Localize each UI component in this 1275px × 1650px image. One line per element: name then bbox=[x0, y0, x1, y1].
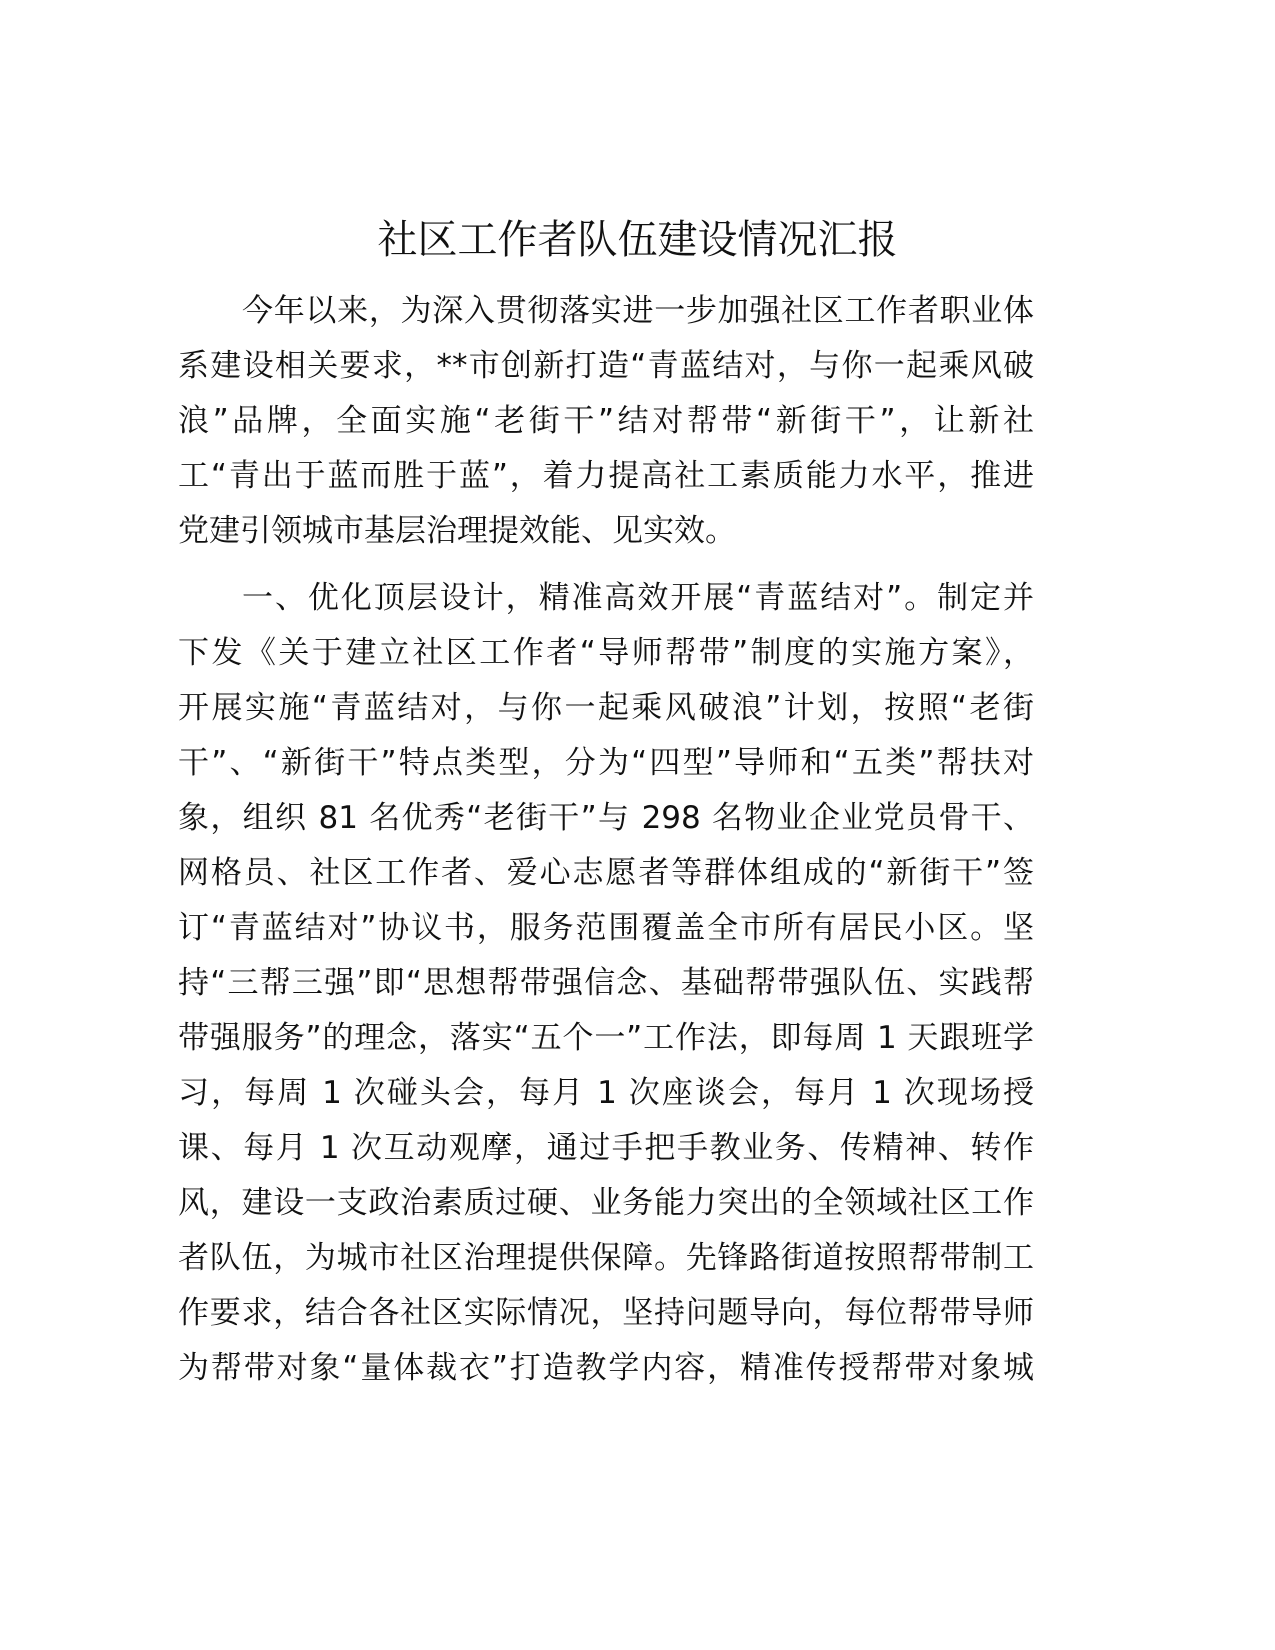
text-line: 浪”品牌，全面实施“老街干”结对帮带“新街干”，让新社 bbox=[178, 403, 1034, 439]
paragraph-section-one bbox=[178, 571, 1034, 1396]
text-line: 党建引领城市基层治理提效能、见实效。 bbox=[178, 513, 736, 549]
text-line: 订“青蓝结对”协议书，服务范围覆盖全市所有居民小区。坚 bbox=[178, 910, 1034, 946]
text-line: 系建设相关要求，**市创新打造“青蓝结对，与你一起乘风破 bbox=[178, 348, 1034, 384]
text-line: 开展实施“青蓝结对，与你一起乘风破浪”计划，按照“老街 bbox=[178, 690, 1034, 726]
document-title: 社区工作者队伍建设情况汇报 bbox=[377, 217, 898, 263]
text-line: 象，组织 81 名优秀“老街干”与 298 名物业企业党员骨干、 bbox=[178, 800, 1034, 836]
text-line: 作要求，结合各社区实际情况，坚持问题导向，每位帮带导师 bbox=[178, 1295, 1034, 1331]
text-line: 工“青出于蓝而胜于蓝”，着力提高社工素质能力水平，推进 bbox=[178, 458, 1034, 494]
text-line: 习，每周 1 次碰头会，每月 1 次座谈会，每月 1 次现场授 bbox=[178, 1075, 1034, 1111]
text-line: 课、每月 1 次互动观摩，通过手把手教业务、传精神、转作 bbox=[178, 1130, 1034, 1166]
paragraph-intro bbox=[178, 284, 1034, 559]
text-line: 者队伍，为城市社区治理提供保障。先锋路街道按照帮带制工 bbox=[178, 1240, 1034, 1276]
text-line: 一、优化顶层设计，精准高效开展“青蓝结对”。制定并 bbox=[242, 580, 1034, 616]
text-line: 为帮带对象“量体裁衣”打造教学内容，精准传授帮带对象城 bbox=[178, 1350, 1034, 1386]
text-line: 下发《关于建立社区工作者“导师帮带”制度的实施方案》， bbox=[178, 635, 1034, 671]
text-line: 风，建设一支政治素质过硬、业务能力突出的全领域社区工作 bbox=[178, 1185, 1034, 1221]
text-line: 持“三帮三强”即“思想帮带强信念、基础帮带强队伍、实践帮 bbox=[178, 965, 1034, 1001]
text-line: 干”、“新街干”特点类型，分为“四型”导师和“五类”帮扶对 bbox=[178, 745, 1034, 781]
text-line: 今年以来，为深入贯彻落实进一步加强社区工作者职业体 bbox=[242, 293, 1034, 329]
text-line: 网格员、社区工作者、爱心志愿者等群体组成的“新街干”签 bbox=[178, 855, 1034, 891]
text-line: 带强服务”的理念，落实“五个一”工作法，即每周 1 天跟班学 bbox=[178, 1020, 1034, 1056]
